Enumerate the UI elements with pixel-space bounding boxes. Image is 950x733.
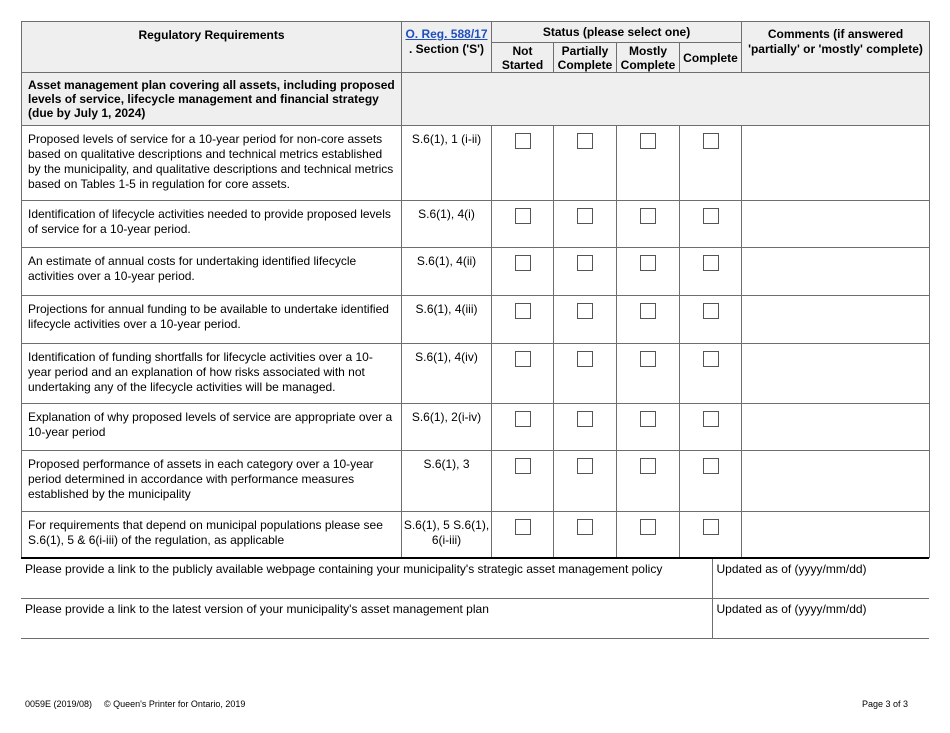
- requirement-section: S.6(1), 4(ii): [402, 248, 492, 296]
- page-number: Page 3 of 3: [861, 699, 908, 709]
- checkbox-partially-complete[interactable]: [577, 351, 593, 367]
- requirement-description: For requirements that depend on municipal populations please see S.6(1), 5 & 6(i-iii) of the regulation, as applicable: [22, 512, 402, 558]
- table-row: [22, 451, 930, 512]
- checkbox-mostly-complete[interactable]: [640, 458, 656, 474]
- checkbox-complete[interactable]: [703, 133, 719, 149]
- checkbox-not-started[interactable]: [515, 133, 531, 149]
- checkbox-mostly-complete[interactable]: [640, 411, 656, 427]
- requirement-section: S.6(1), 4(i): [402, 201, 492, 248]
- checkbox-complete[interactable]: [703, 303, 719, 319]
- checkbox-complete[interactable]: [703, 458, 719, 474]
- copyright: © Queen's Printer for Ontario, 2019: [104, 699, 246, 709]
- policy-updated-field[interactable]: Updated as of (yyyy/mm/dd): [712, 558, 929, 599]
- checkbox-complete[interactable]: [703, 519, 719, 535]
- checkbox-mostly-complete[interactable]: [640, 303, 656, 319]
- link-row: [21, 558, 929, 599]
- checkbox-not-started[interactable]: [515, 411, 531, 427]
- checkbox-partially-complete[interactable]: [577, 208, 593, 224]
- header-section-label: . Section ('S'): [408, 42, 485, 56]
- table-row: [22, 248, 930, 296]
- requirement-section: S.6(1), 5 S.6(1), 6(i-iii): [402, 512, 492, 558]
- comments-cell[interactable]: [742, 344, 930, 404]
- plan-link-field[interactable]: Please provide a link to the latest version of your municipality's asset management plan: [21, 599, 712, 639]
- section-heading-filler: [402, 73, 930, 126]
- header-mostly-complete: Mostly Complete: [617, 43, 680, 73]
- table-row: [22, 126, 930, 201]
- checkbox-partially-complete[interactable]: [577, 255, 593, 271]
- requirement-section: S.6(1), 2(i-iv): [402, 404, 492, 451]
- requirement-description: Explanation of why proposed levels of service are appropriate over a 10-year period: [22, 404, 402, 451]
- checkbox-not-started[interactable]: [515, 208, 531, 224]
- links-table: [21, 557, 929, 639]
- checkbox-partially-complete[interactable]: [577, 519, 593, 535]
- plan-updated-field[interactable]: Updated as of (yyyy/mm/dd): [712, 599, 929, 639]
- checkbox-partially-complete[interactable]: [577, 458, 593, 474]
- checkbox-partially-complete[interactable]: [577, 133, 593, 149]
- requirement-section: S.6(1), 4(iv): [402, 344, 492, 404]
- comments-cell[interactable]: [742, 404, 930, 451]
- link-row: [21, 599, 929, 639]
- table-row: [22, 512, 930, 558]
- checkbox-mostly-complete[interactable]: [640, 208, 656, 224]
- comments-cell[interactable]: [742, 512, 930, 558]
- table-row: [22, 201, 930, 248]
- checkbox-complete[interactable]: [703, 208, 719, 224]
- table-row: [22, 344, 930, 404]
- header-status: Status (please select one): [492, 22, 742, 43]
- checkbox-partially-complete[interactable]: [577, 411, 593, 427]
- checkbox-not-started[interactable]: [515, 255, 531, 271]
- checkbox-mostly-complete[interactable]: [640, 255, 656, 271]
- requirement-description: Identification of lifecycle activities needed to provide proposed levels of service for a 10-year period.: [22, 201, 402, 248]
- comments-cell[interactable]: [742, 201, 930, 248]
- comments-cell[interactable]: [742, 126, 930, 201]
- checkbox-mostly-complete[interactable]: [640, 133, 656, 149]
- checkbox-complete[interactable]: [703, 351, 719, 367]
- form-number: 0059E (2019/08): [25, 699, 93, 709]
- requirement-description: Proposed performance of assets in each category over a 10-year period determined in accordance with performance measures established by the municipality: [22, 451, 402, 512]
- checkbox-complete[interactable]: [703, 411, 719, 427]
- policy-link-field[interactable]: Please provide a link to the publicly available webpage containing your municipality's strategic asset management policy: [21, 558, 712, 599]
- checkbox-partially-complete[interactable]: [577, 303, 593, 319]
- checkbox-not-started[interactable]: [515, 519, 531, 535]
- header-not-started: Not Started: [492, 43, 554, 73]
- table-row: [22, 404, 930, 451]
- requirement-section: S.6(1), 3: [402, 451, 492, 512]
- requirement-description: Proposed levels of service for a 10-year period for non-core assets based on qualitative descriptions and technical metrics established by the municipality, and qualitative descriptions and technical metrics based on Tables 1-5 in regulation for core assets.: [22, 126, 402, 201]
- requirement-description: Projections for annual funding to be available to undertake identified lifecycle activities over a 10-year period.: [22, 296, 402, 344]
- comments-cell[interactable]: [742, 248, 930, 296]
- checkbox-mostly-complete[interactable]: [640, 519, 656, 535]
- comments-cell[interactable]: [742, 296, 930, 344]
- header-complete: Complete: [680, 43, 742, 73]
- requirement-description: An estimate of annual costs for undertaking identified lifecycle activities over a 10-year period.: [22, 248, 402, 296]
- requirement-section: S.6(1), 1 (i-ii): [402, 126, 492, 201]
- header-partially-complete: Partially Complete: [554, 43, 617, 73]
- header-comments: Comments (if answered 'partially' or 'mostly' complete): [742, 22, 930, 73]
- requirements-table: [21, 21, 930, 558]
- checkbox-not-started[interactable]: [515, 303, 531, 319]
- comments-cell[interactable]: [742, 451, 930, 512]
- checkbox-not-started[interactable]: [515, 351, 531, 367]
- requirement-section: S.6(1), 4(iii): [402, 296, 492, 344]
- regulation-link[interactable]: O. Reg. 588/17: [405, 27, 488, 41]
- checkbox-complete[interactable]: [703, 255, 719, 271]
- table-row: [22, 296, 930, 344]
- requirement-description: Identification of funding shortfalls for lifecycle activities over a 10-year period and an explanation of how risks associated with not undertaking any of the lifecycle activities will be managed.: [22, 344, 402, 404]
- checkbox-not-started[interactable]: [515, 458, 531, 474]
- section-heading: Asset management plan covering all assets, including proposed levels of service, lifecycle management and financial strategy (due by July 1, 2024): [22, 73, 402, 126]
- header-regulatory-requirements: Regulatory Requirements: [22, 22, 402, 73]
- header-section: [402, 22, 492, 73]
- checkbox-mostly-complete[interactable]: [640, 351, 656, 367]
